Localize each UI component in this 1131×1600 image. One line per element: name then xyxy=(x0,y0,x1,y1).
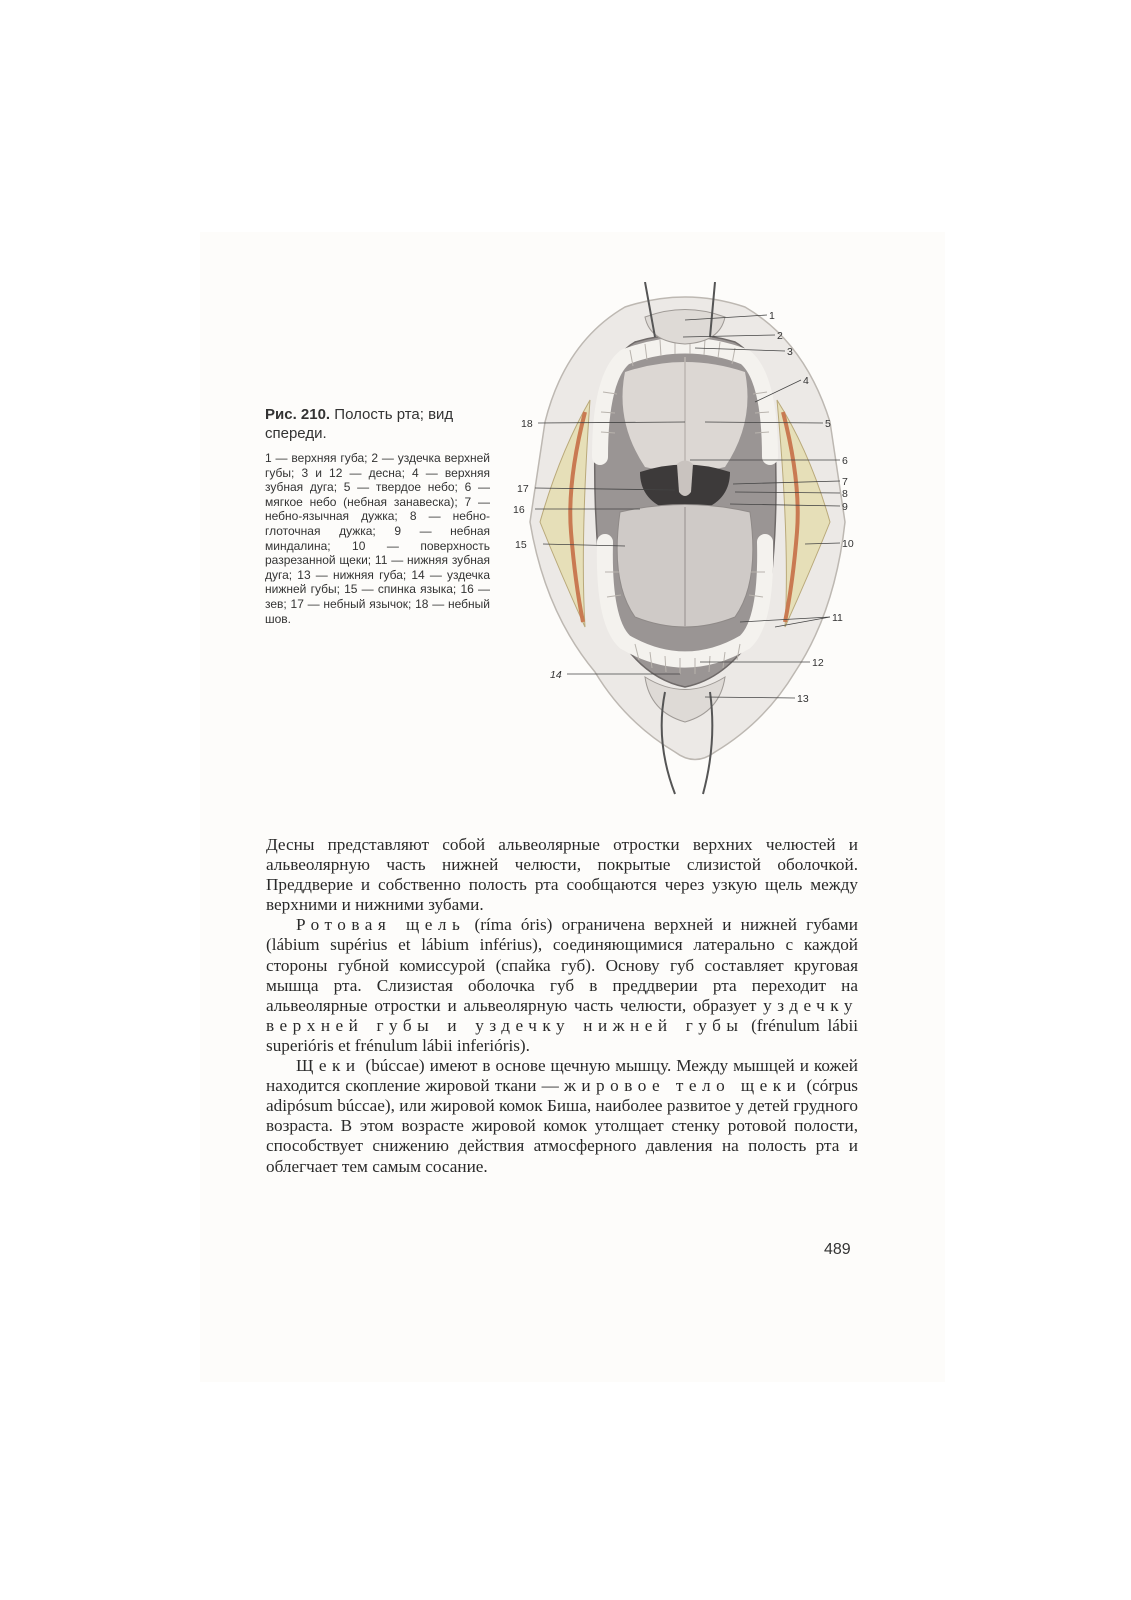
callout-8: 8 xyxy=(842,488,848,500)
caption-title xyxy=(265,405,490,443)
callout-4: 4 xyxy=(803,375,809,387)
callout-16: 16 xyxy=(513,504,525,516)
term-frenulum: уздечку верхней губы и уздечку нижней губы xyxy=(266,995,859,1035)
text-segment: ограничена верхней и нижней губами xyxy=(561,915,859,935)
latin-frenulum: (frénulum lábii superióris et frénulum lábii inferióris). xyxy=(266,1015,858,1055)
callout-6: 6 xyxy=(842,455,848,467)
callout-9: 9 xyxy=(842,501,848,513)
figure-title: Полость рта; вид спереди. xyxy=(265,406,454,442)
callout-5: 5 xyxy=(825,418,831,430)
callout-15: 15 xyxy=(515,539,527,551)
text-segment: соединяющимися латерально с каждой стороны губной комиссурой (спайка губ). Основу губ составляет круговая мышца рта. Слизистая оболочка губ в преддверии рта переходит на альвеолярные отростки и альвеолярную часть челюсти, образует xyxy=(266,935,858,1015)
term-buccal-fat-pad: жировое тело щеки xyxy=(563,1076,802,1096)
page-number: 489 xyxy=(824,1241,851,1258)
latin-corpus-adiposum: (córpus adipósum búccae), xyxy=(266,1076,858,1116)
callout-10: 10 xyxy=(842,538,854,550)
mouth-drawing xyxy=(505,282,865,797)
figure-label: Рис. 210. xyxy=(265,406,331,423)
latin-buccae: (búccae) xyxy=(365,1056,425,1076)
callout-14: 14 xyxy=(550,669,562,681)
paragraph-cheeks xyxy=(266,1056,858,1177)
figure-caption xyxy=(265,405,490,626)
callout-3: 3 xyxy=(787,346,793,358)
callout-1: 1 xyxy=(769,310,775,322)
callout-17: 17 xyxy=(517,483,529,495)
text-segment: имеют в основе щечную мышцу. Между мышцей и кожей находится скопление жировой ткани — xyxy=(266,1056,858,1096)
callout-12: 12 xyxy=(812,657,824,669)
term-oral-fissure: Ротовая щель xyxy=(296,915,466,935)
callout-13: 13 xyxy=(797,693,809,705)
callout-11: 11 xyxy=(832,612,843,624)
callout-7: 7 xyxy=(842,476,848,488)
uvula xyxy=(677,461,693,497)
latin-rima-oris: (ríma óris) xyxy=(474,915,553,935)
callout-18: 18 xyxy=(521,418,533,430)
figure-legend: 1 — верхняя губа; 2 — уздечка верхней губы; 3 и 12 — десна; 4 — верхняя зубная дуга; 5 — твердое небо; 6 — мягкое небо (небная занавеска); 7 — небно-язычная дужка; 8 — небно-глоточная дужка; 9 — небная миндалина; 10 — поверхность разрезанной щеки; 11 — нижняя зубная дуга; 13 — нижняя губа; 14 — уздечка нижней губы; 15 — спинка языка; 16 — зев; 17 — небный язычок; 18 — небный шов. xyxy=(265,451,490,626)
paragraph-gums: Десны представляют собой альвеолярные отростки верхних челюстей и альвеолярную часть нижней челюсти, покрытые слизистой оболочкой. Преддверие и собственно полость рта сообщаются через узкую щель между верхними и нижними зубами. xyxy=(266,835,858,915)
body-text xyxy=(266,835,858,1177)
callout-2: 2 xyxy=(777,330,783,342)
mouth-illustration xyxy=(505,282,865,797)
text-segment: или жировой комок Биша, наиболее развитое у детей грудного возраста. В этом возрасте жировой комок утолщает стенку ротовой полости, способствует снижению действия атмосферного давления на полость рта и облегчает тем самым сосание. xyxy=(266,1096,859,1176)
latin-labium: (lábium supérius et lábium inférius), xyxy=(266,935,543,955)
term-cheeks: Щеки xyxy=(296,1056,361,1076)
paragraph-oral-fissure xyxy=(266,915,858,1056)
